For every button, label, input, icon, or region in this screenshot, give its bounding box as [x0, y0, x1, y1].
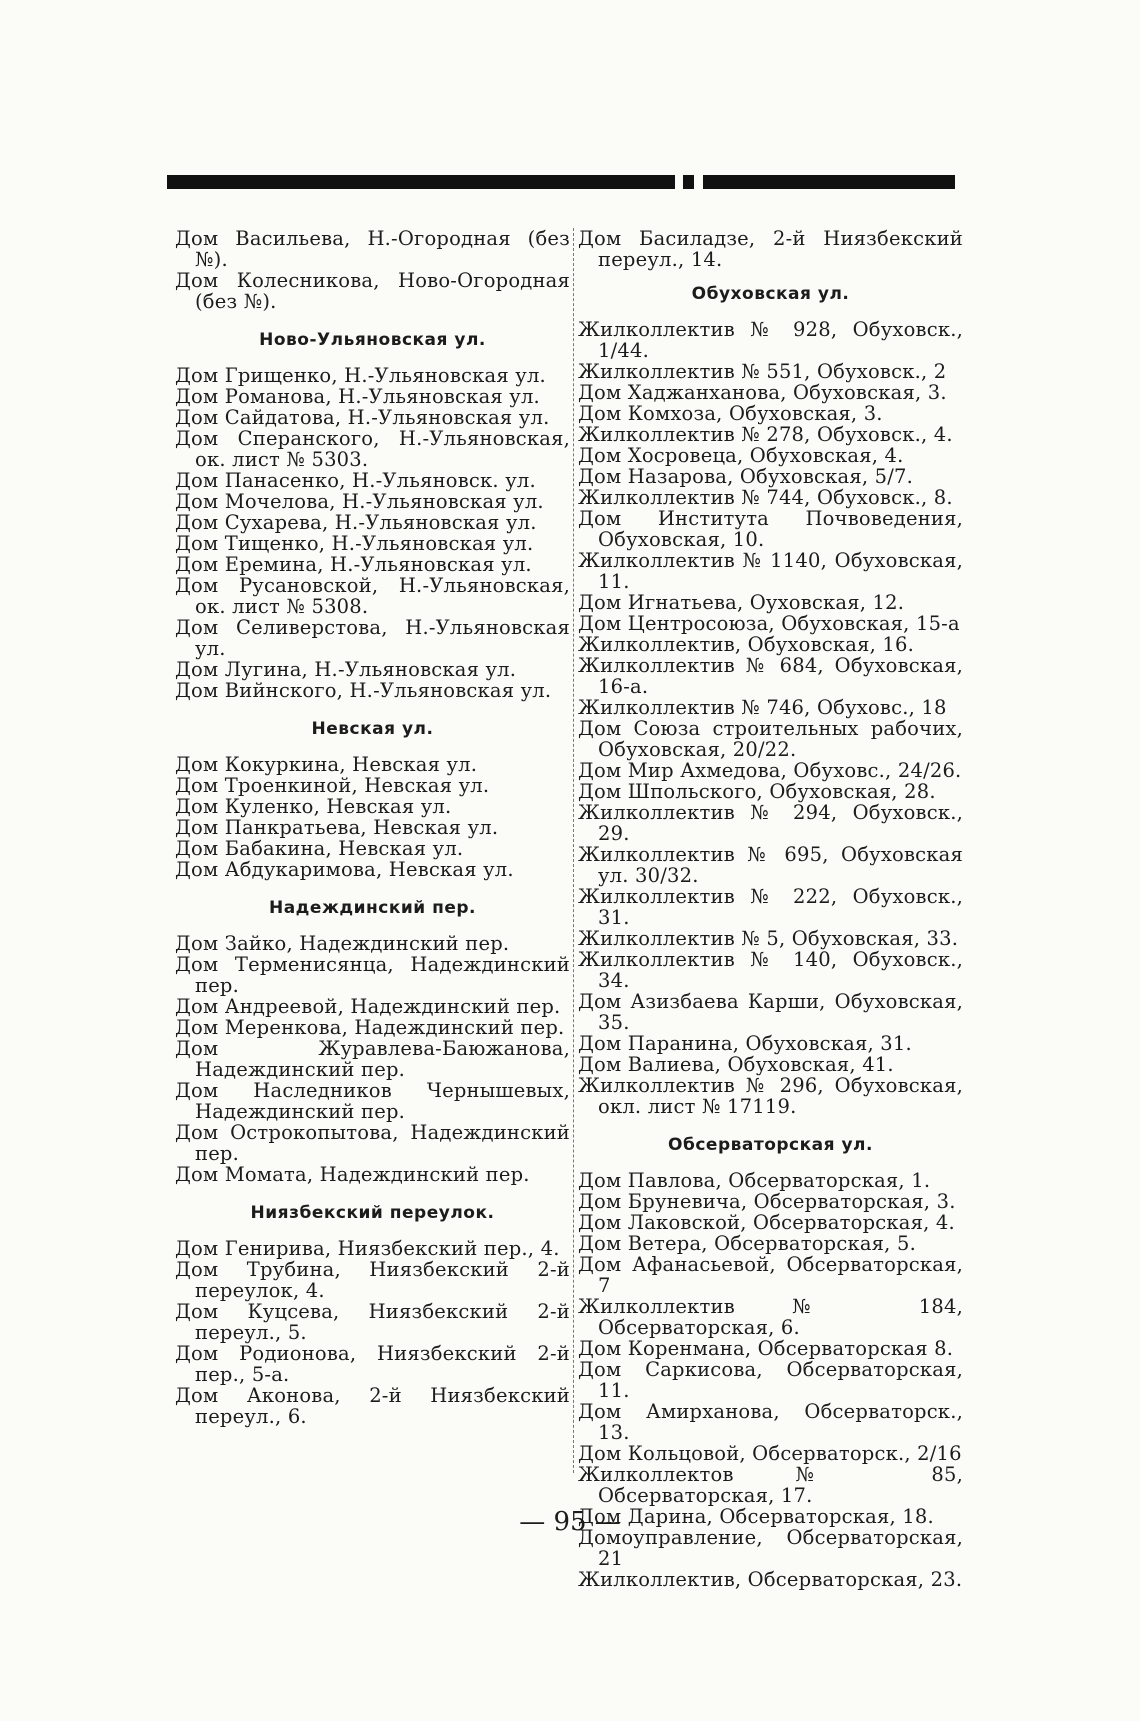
entry: Жилколлектов № 85, Обсерваторская, 17. — [578, 1463, 963, 1507]
entry: Дом Генирива, Ниязбекский пер., 4. — [175, 1237, 560, 1260]
entry: Дом Терменисянца, Надеждинский пер. — [175, 953, 570, 997]
column-divider — [573, 228, 574, 1473]
page-number: — 95 — — [519, 1507, 621, 1537]
entry: Жилколлектив № 1140, Обуховская, 11. — [578, 549, 963, 593]
entry: Жилколлектив № 184, Обсерваторская, 6. — [578, 1295, 963, 1339]
entry: Дом Сайдатова, Н.-Ульяновская ул. — [175, 406, 550, 429]
section-heading: Ниязбекский переулок. — [250, 1203, 495, 1223]
entry: Дом Института Почвоведения, Обуховская, 10. — [578, 507, 963, 551]
entry: Дом Шпольского, Обуховская, 28. — [578, 780, 936, 803]
entry: Дом Родионова, Ниязбекский 2-й пер., 5-а. — [175, 1342, 570, 1386]
entry: Жилколлектив № 294, Обуховск., 29. — [578, 801, 963, 845]
entry: Дом Селиверстова, Н.-Ульяновская ул. — [175, 616, 570, 660]
entry: Дом Вийнского, Н.-Ульяновская ул. — [175, 679, 552, 702]
section-heading: Невская ул. — [311, 719, 434, 739]
entry: Дом Хосровеца, Обуховская, 4. — [578, 444, 904, 467]
left-column — [175, 228, 570, 1427]
entry: Жилколлектив № 222, Обуховск., 31. — [578, 885, 963, 929]
entry: Дом Лугина, Н.-Ульяновская ул. — [175, 658, 517, 681]
entry: Дом Коренмана, Обсерваторская 8. — [578, 1337, 954, 1360]
entry: Дом Афанасьевой, Обсерваторская, 7 — [578, 1253, 963, 1297]
entry: Дом Амирханова, Обсерваторск., 13. — [578, 1400, 963, 1444]
entry: Дом Мочелова, Н.-Ульяновская ул. — [175, 490, 544, 513]
entry: Жилколлектив № 278, Обуховск., 4. — [578, 423, 953, 446]
entry: Дом Еремина, Н.-Ульяновская ул. — [175, 553, 532, 576]
entry: Дом Абдукаримова, Невская ул. — [175, 858, 514, 881]
entry: Дом Грищенко, Н.-Ульяновская ул. — [175, 364, 546, 387]
entry: Дом Лаковской, Обсерваторская, 4. — [578, 1211, 955, 1234]
entry: Дом Центросоюза, Обуховская, 15-а — [578, 612, 960, 635]
entry: Жилколлектив № 5, Обуховская, 33. — [578, 927, 959, 950]
entry: Жилколлектив № 684, Обуховская, 16-а. — [578, 654, 963, 698]
entry: Дом Троенкиной, Невская ул. — [175, 774, 490, 797]
entry: Дом Кольцовой, Обсерваторск., 2/16 — [578, 1442, 962, 1465]
entry: Дом Куленко, Невская ул. — [175, 795, 452, 818]
header-rule-right — [703, 175, 955, 189]
entry: Домоуправление, Обсерваторская, 21 — [578, 1526, 963, 1570]
entry: Дом Ветера, Обсерваторская, 5. — [578, 1232, 916, 1255]
entry: Дом Панкратьева, Невская ул. — [175, 816, 499, 839]
header-rule-mark — [683, 175, 694, 189]
section-heading: Обсерваторская ул. — [668, 1135, 873, 1155]
entry: Дом Паранина, Обуховская, 31. — [578, 1032, 912, 1055]
entry: Дом Сперанского, Н.-Ульяновская, ок. лист № 5303. — [175, 427, 570, 471]
entry: Дом Кокуркина, Невская ул. — [175, 753, 478, 776]
entry: Жилколлектив № 695, Обуховская ул. 30/32. — [578, 843, 963, 887]
entry: Дом Союза строительных рабочих, Обуховская, 20/22. — [578, 717, 963, 761]
entry: Дом Меренкова, Надеждинский пер. — [175, 1016, 565, 1039]
entry: Дом Романова, Н.-Ульяновская ул. — [175, 385, 540, 408]
entry: Дом Куцсева, Ниязбекский 2-й переул., 5. — [175, 1300, 570, 1344]
section-heading: Ново-Ульяновская ул. — [259, 330, 486, 350]
entry: Жилколлектив № 746, Обуховс., 18 — [578, 696, 947, 719]
entry: Дом Бабакина, Невская ул. — [175, 837, 464, 860]
entry: Дом Саркисова, Обсерваторская, 11. — [578, 1358, 963, 1402]
entry: Дом Назарова, Обуховская, 5/7. — [578, 465, 914, 488]
right-column — [578, 228, 963, 1590]
entry: Жилколлектив № 140, Обуховск., 34. — [578, 948, 963, 992]
entry: Жилколлектив № 928, Обуховск., 1/44. — [578, 318, 963, 362]
entry: Дом Васильева, Н.-Огородная (без №). — [175, 227, 570, 271]
entry: Жилколлектив № 744, Обуховск., 8. — [578, 486, 953, 509]
entry: Дом Мир Ахмедова, Обуховс., 24/26. — [578, 759, 962, 782]
section-heading: Обуховская ул. — [691, 284, 850, 304]
entry: Дом Колесникова, Ново-Огородная (без №). — [175, 269, 570, 313]
entry: Дом Сухарева, Н.-Ульяновская ул. — [175, 511, 537, 534]
entry: Жилколлектив № 551, Обуховск., 2 — [578, 360, 947, 383]
entry: Дом Павлова, Обсерваторская, 1. — [578, 1169, 931, 1192]
entry: Дом Панасенко, Н.-Ульяновск. ул. — [175, 469, 536, 492]
entry: Дом Острокопытова, Надеждинский пер. — [175, 1121, 570, 1165]
entry: Дом Журавлева-Баюжанова, Надеждинский пер. — [175, 1037, 570, 1081]
entry: Дом Зайко, Надеждинский пер. — [175, 932, 510, 955]
entry: Дом Наследников Чернышевых, Надеждинский пер. — [175, 1079, 570, 1123]
entry: Жилколлектив № 296, Обуховская, окл. лист № 17119. — [578, 1074, 963, 1118]
entry: Дом Басиладзе, 2-й Ниязбекский переул., 14. — [578, 227, 963, 271]
entry: Жилколлектив, Обуховская, 16. — [578, 633, 915, 656]
entry: Дом Хаджанханова, Обуховская, 3. — [578, 381, 947, 404]
entry: Дом Аконова, 2-й Ниязбекский переул., 6. — [175, 1384, 570, 1428]
section-heading: Надеждинский пер. — [268, 898, 477, 918]
entry: Дом Игнатьева, Оуховская, 12. — [578, 591, 905, 614]
entry: Дом Андреевой, Надеждинский пер. — [175, 995, 561, 1018]
entry: Дом Азизбаева Карши, Обуховская, 35. — [578, 990, 963, 1034]
entry: Дом Дарина, Обсерваторская, 18. — [578, 1505, 934, 1528]
entry: Дом Трубина, Ниязбекский 2-й переулок, 4. — [175, 1258, 570, 1302]
entry: Дом Русановской, Н.-Ульяновская, ок. лист № 5308. — [175, 574, 570, 618]
entry: Дом Момата, Надеждинский пер. — [175, 1163, 530, 1186]
entry: Дом Бруневича, Обсерваторская, 3. — [578, 1190, 956, 1213]
entry: Дом Тищенко, Н.-Ульяновская ул. — [175, 532, 534, 555]
header-rule-left — [167, 175, 675, 189]
entry: Жилколлектив, Обсерваторская, 23. — [578, 1568, 963, 1591]
entry: Дом Валиева, Обуховская, 41. — [578, 1053, 894, 1076]
entry: Дом Комхоза, Обуховская, 3. — [578, 402, 883, 425]
